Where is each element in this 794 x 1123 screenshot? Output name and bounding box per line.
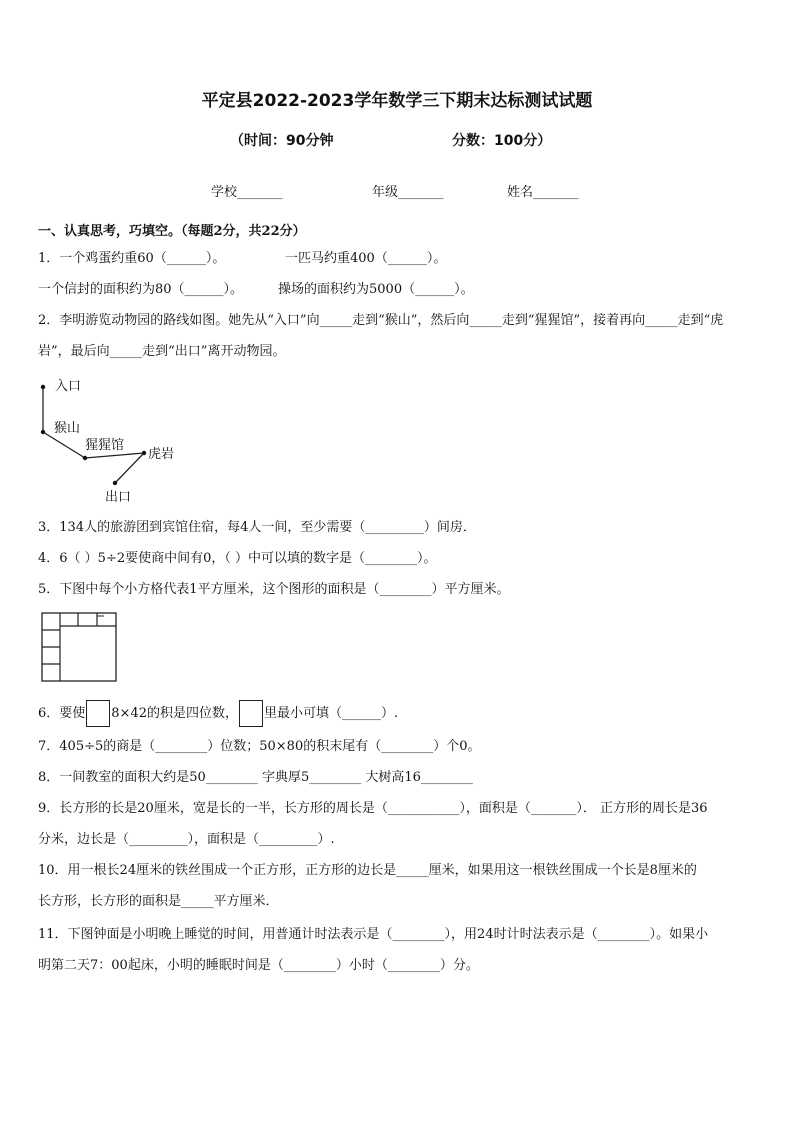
question-6: [38, 700, 398, 727]
entrance-point: [41, 385, 45, 389]
time-limit: （时间：90分钟: [230, 133, 334, 149]
school-field: 学校_______: [211, 185, 283, 200]
question-4: 4．6（ ）5÷2要使商中间有0，（ ）中可以填的数字是（________）。: [38, 551, 437, 566]
question-2-line1: 2．李明游览动物园的路线如图。她先从“入口”向_____走到“猴山”，然后向_____走到“猩猩馆”，接着再向_____走到“虎: [38, 313, 724, 328]
section-heading: 一、认真思考，巧填空。（每题2分，共22分）: [38, 224, 306, 239]
question-10-line2: 长方形，长方形的面积是_____平方厘米．: [38, 894, 279, 909]
question-1c: 一个信封的面积约为80（______）。: [38, 282, 244, 297]
grid-figure: [40, 611, 120, 683]
question-11-line2: 明第二天7：00起床，小明的睡眠时间是（________）小时（________）分。: [38, 958, 479, 973]
name-field: 姓名_______: [507, 185, 579, 200]
zoo-route-map: [30, 372, 200, 507]
tiger-point: [142, 451, 146, 455]
label-tiger: 虎岩: [148, 447, 175, 462]
label-entrance: 入口: [55, 379, 82, 394]
question-1a: 1．一个鸡蛋约重60（______）。: [38, 251, 226, 266]
question-7: 7．405÷5的商是（________）位数；50×80的积末尾有（________）个0。: [38, 739, 481, 754]
question-6-middle: 8×42的积是四位数，: [111, 706, 238, 721]
question-2-line2: 岩”，最后向_____走到“出口”离开动物园。: [38, 344, 286, 359]
gorilla-point: [83, 456, 87, 460]
question-11-line1: 11．下图钟面是小明晚上睡觉的时间，用普通计时法表示是（________），用24时计时法表示是（________）。如果小: [38, 927, 709, 942]
route-gorilla-tiger: [85, 453, 144, 458]
label-gorilla: 猩猩馆: [85, 438, 125, 453]
question-8: 8．一间教室的面积大约是50________ 字典厚5________ 大树高16________: [38, 770, 473, 785]
question-5: 5．下图中每个小方格代表1平方厘米，这个图形的面积是（________）平方厘米。: [38, 582, 510, 597]
question-6-suffix: 里最小可填（______）.: [264, 706, 399, 721]
label-monkey: 猴山: [54, 421, 81, 436]
question-3: 3．134人的旅游团到宾馆住宿，每4人一间，至少需要（_________）间房．: [38, 520, 476, 535]
question-1b: 一匹马约重400（______）。: [285, 251, 447, 266]
question-10-line1: 10．用一根长24厘米的铁丝围成一个正方形，正方形的边长是_____厘米，如果用这一根铁丝围成一个长是8厘米的: [38, 863, 697, 878]
question-9-line2: 分米，边长是（_________），面积是（_________）.: [38, 832, 335, 847]
monkey-point: [41, 430, 45, 434]
exit-point: [113, 481, 117, 485]
label-exit: 出口: [105, 490, 132, 505]
blank-box-2: [239, 700, 263, 727]
page-title: 平定县2022-2023学年数学三下期末达标测试试题: [201, 91, 593, 111]
blank-box-1: [86, 700, 110, 727]
question-1d: 操场的面积约为5000（______）。: [278, 282, 474, 297]
route-tiger-exit: [115, 453, 144, 483]
question-9-line1: 9．长方形的长是20厘米，宽是长的一半，长方形的周长是（___________），面积是（_______）． 正方形的周长是36: [38, 801, 708, 816]
question-6-prefix: 6．要使: [38, 706, 86, 721]
total-score: 分数：100分）: [452, 133, 552, 149]
grade-field: 年级_______: [372, 185, 444, 200]
